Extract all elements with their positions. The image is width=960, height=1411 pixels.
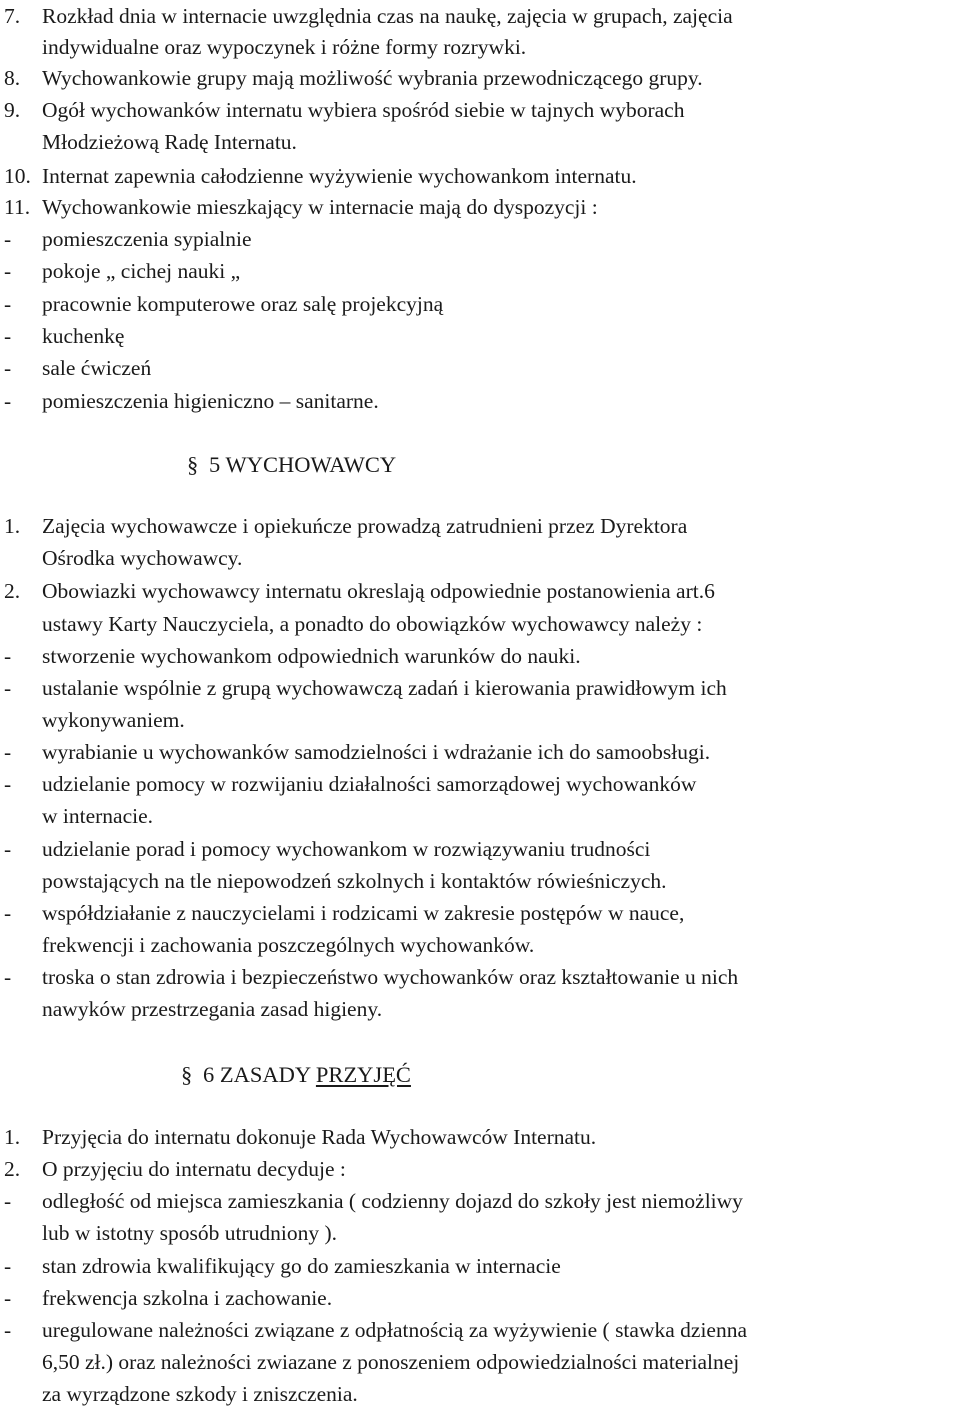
item-text: pomieszczenia higieniczno – sanitarne. <box>42 389 379 413</box>
dash-marker: - <box>4 356 12 380</box>
item-text: udzielanie pomocy w rozwijaniu działalności samorządowej wychowanków <box>42 772 697 796</box>
item-number: 2. <box>4 579 21 603</box>
item-text: troska o stan zdrowia i bezpieczeństwo wychowanków oraz kształtowanie u nich <box>42 965 739 989</box>
item-text: Obowiazki wychowawcy internatu okreslają odpowiednie postanowienia art.6 <box>42 579 715 603</box>
item-text: Ogół wychowanków internatu wybiera spośród siebie w tajnych wyborach <box>42 98 685 122</box>
dash-marker: - <box>4 965 12 989</box>
section-symbol: § <box>187 452 199 477</box>
dash-marker: - <box>4 676 12 700</box>
dash-marker: - <box>4 292 12 316</box>
item-number: 2. <box>4 1157 21 1181</box>
section-title: 5 WYCHOWAWCY <box>209 452 397 477</box>
item-text: Ośrodka wychowawcy. <box>42 546 243 570</box>
dash-marker: - <box>4 324 12 348</box>
item-text: O przyjęciu do internatu decyduje : <box>42 1157 346 1181</box>
item-text: sale ćwiczeń <box>42 356 152 380</box>
item-text: 6,50 zł.) oraz należności zwiazane z ponoszeniem odpowiedzialności materialnej <box>42 1350 740 1374</box>
section-title <box>203 1064 411 1087</box>
dash-marker: - <box>4 259 12 283</box>
dash-marker: - <box>4 389 12 413</box>
item-text: nawyków przestrzegania zasad higieny. <box>42 997 383 1021</box>
item-text: Wychowankowie grupy mają możliwość wybrania przewodniczącego grupy. <box>42 66 703 90</box>
item-number: 11. <box>4 195 31 219</box>
item-text: stan zdrowia kwalifikujący go do zamieszkania w internacie <box>42 1254 561 1278</box>
item-number: 9. <box>4 98 21 122</box>
dash-marker: - <box>4 644 12 668</box>
item-text: stworzenie wychowankom odpowiednich warunków do nauki. <box>42 644 581 668</box>
dash-marker: - <box>4 901 12 925</box>
item-number: 8. <box>4 66 21 90</box>
item-text: pokoje „ cichej nauki „ <box>42 259 241 283</box>
item-text: frekwencji i zachowania poszczególnych wychowanków. <box>42 933 535 957</box>
dash-marker: - <box>4 1286 12 1310</box>
item-text: współdziałanie z nauczycielami i rodzicami w zakresie postępów w nauce, <box>42 901 685 925</box>
item-text: udzielanie porad i pomocy wychowankom w rozwiązywaniu trudności <box>42 837 651 861</box>
item-text: ustalanie wspólnie z grupą wychowawczą zadań i kierowania prawidłowym ich <box>42 676 727 700</box>
dash-marker: - <box>4 837 12 861</box>
item-text: indywidualne oraz wypoczynek i różne formy rozrywki. <box>42 35 527 59</box>
item-text: Wychowankowie mieszkający w internacie mają do dyspozycji : <box>42 195 598 219</box>
item-text: Zajęcia wychowawcze i opiekuńcze prowadzą zatrudnieni przez Dyrektora <box>42 514 688 538</box>
section-title-part: PRZYJĘĆ <box>315 1062 411 1087</box>
item-text: wykonywaniem. <box>42 708 185 732</box>
item-number: 10. <box>4 164 31 188</box>
item-text: ustawy Karty Nauczyciela, a ponadto do obowiązków wychowawcy należy : <box>42 612 703 636</box>
item-text: pracownie komputerowe oraz salę projekcyjną <box>42 292 444 316</box>
section-symbol: § <box>181 1062 193 1087</box>
item-number: 1. <box>4 1125 21 1149</box>
item-text: Przyjęcia do internatu dokonuje Rada Wychowawców Internatu. <box>42 1125 597 1149</box>
item-text: uregulowane należności związane z odpłatnością za wyżywienie ( stawka dzienna <box>42 1318 747 1342</box>
dash-marker: - <box>4 227 12 251</box>
item-number: 7. <box>4 4 21 28</box>
item-text: Młodzieżową Radę Internatu. <box>42 130 297 154</box>
item-text: lub w istotny sposób utrudniony ). <box>42 1221 338 1245</box>
item-text: w internacie. <box>42 804 154 828</box>
item-text: pomieszczenia sypialnie <box>42 227 252 251</box>
dash-marker: - <box>4 772 12 796</box>
dash-marker: - <box>4 1254 12 1278</box>
item-text: za wyrządzone szkody i zniszczenia. <box>42 1382 358 1406</box>
item-text: frekwencja szkolna i zachowanie. <box>42 1286 333 1310</box>
dash-marker: - <box>4 740 12 764</box>
item-number: 1. <box>4 514 21 538</box>
dash-marker: - <box>4 1189 12 1213</box>
item-text: kuchenkę <box>42 324 125 348</box>
item-text: wyrabianie u wychowanków samodzielności i wdrażanie ich do samoobsługi. <box>42 740 711 764</box>
item-text: odległość od miejsca zamieszkania ( codzienny dojazd do szkoły jest niemożliwy <box>42 1189 743 1213</box>
item-text: Internat zapewnia całodzienne wyżywienie wychowankom internatu. <box>42 164 637 188</box>
dash-marker: - <box>4 1318 12 1342</box>
item-text: Rozkład dnia w internacie uwzględnia czas na naukę, zajęcia w grupach, zajęcia <box>42 4 733 28</box>
section-title-part: 6 ZASADY <box>203 1062 316 1087</box>
item-text: powstających na tle niepowodzeń szkolnych i kontaktów rówieśniczych. <box>42 869 667 893</box>
